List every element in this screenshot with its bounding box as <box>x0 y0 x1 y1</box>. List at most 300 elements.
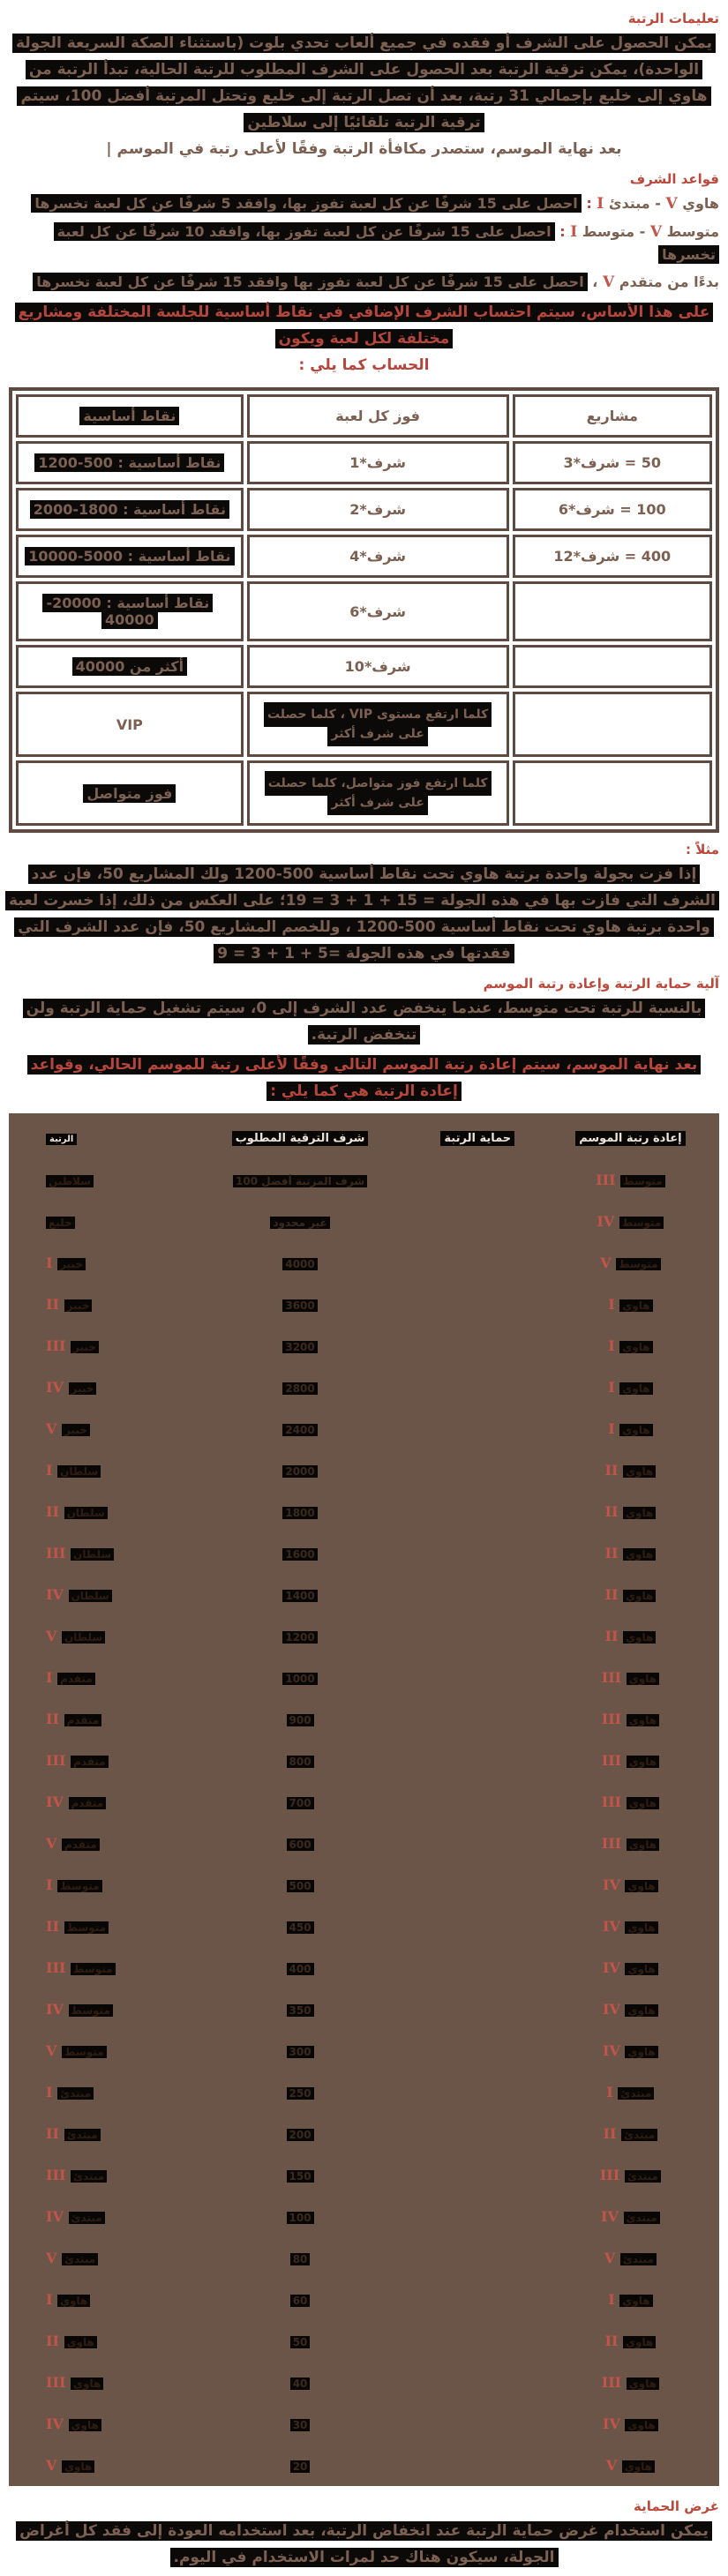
rank-table-body <box>9 1159 719 2486</box>
rank-numeral: II <box>46 2125 59 2142</box>
promotion-honor-value: 2000 <box>282 1465 317 1478</box>
protection-line1-highlight: بالنسبة للرتبة تحت متوسط، عندما ينخفض عدد الشرف إلى 0، سيتم تشغيل حماية الرتبة ولن تنخفض الرتبة. <box>23 999 706 1045</box>
header-rank <box>9 1128 186 1145</box>
rule-body: احصل على 15 شرفًا عن كل لعبة تفوز بها وافقد 15 شرفًا عن كل لعبة تخسرها <box>33 273 587 291</box>
reset-rank-numeral: II <box>604 2333 619 2349</box>
rule-range-numeral: V <box>602 273 615 291</box>
cell-win-per-game <box>247 488 509 531</box>
promotion-honor-value: 300 <box>287 2046 314 2058</box>
rule-body: احصل على 15 شرفًا عن كل لعبة تفوز بها، وافقد 5 شرفًا عن كل لعبة تخسرها <box>31 194 581 213</box>
reset-rank-numeral: IV <box>602 1918 620 1935</box>
table-row <box>9 2320 719 2362</box>
reset-rank-numeral: IV <box>601 2208 619 2225</box>
promotion-honor-value: 20 <box>290 2460 311 2473</box>
cell-rank <box>9 2042 186 2059</box>
promotion-honor-value: 60 <box>290 2295 311 2307</box>
reset-rank-numeral: III <box>599 2167 620 2183</box>
promotion-honor-value: غير محدود <box>270 1217 329 1229</box>
table-row <box>9 2196 719 2237</box>
reset-rank-name: هاوي <box>625 2419 657 2431</box>
rank-name: متقدم <box>69 1797 107 1809</box>
rank-name: مبتدئ <box>69 2212 105 2224</box>
cell-required-promotion-honor <box>186 1503 414 1520</box>
cell-projects <box>513 581 712 641</box>
reset-rank-name: هاوي <box>627 1756 659 1768</box>
cell-rank <box>9 1669 186 1686</box>
reset-rank-name: هاوي <box>623 1548 656 1561</box>
table-row <box>9 1698 719 1740</box>
cell-required-promotion-honor <box>186 1379 414 1396</box>
rank-name: مبتدئ <box>64 2129 101 2141</box>
calculation-basis-highlight: على هذا الأساس، سيتم احتساب الشرف الإضافي في نقاط أساسية للجلسة المختلفة ومشاريع مختلفة لكل لعبة ويكون <box>15 303 714 348</box>
reset-rank-numeral: I <box>608 1379 615 1396</box>
table-row <box>9 1823 719 1864</box>
table-row <box>9 1325 719 1367</box>
rank-numeral: III <box>46 2167 66 2183</box>
section-heading-rank-instructions: تعليمات الرتبة <box>627 11 719 26</box>
base-points-highlight: أكثر من 40000 <box>72 657 187 676</box>
reset-rank-name: هاوي <box>622 2460 655 2473</box>
cell-required-promotion-honor <box>186 1959 414 1976</box>
cell-rank <box>9 2125 186 2142</box>
rank-numeral: III <box>46 1337 66 1354</box>
rank-name: مبتدئ <box>57 2087 94 2100</box>
rule-range-text: هاوي <box>682 195 719 212</box>
rank-name: متقدم <box>57 1673 95 1685</box>
reset-rank-numeral: V <box>604 2250 616 2266</box>
cell-season-rank-reset <box>542 1462 719 1479</box>
reset-rank-name: هاوي <box>627 2378 659 2390</box>
reset-rank-name: مبتدئ <box>624 2212 660 2224</box>
cell-rank <box>9 2415 186 2432</box>
table-row <box>9 1864 719 1906</box>
table-row <box>16 645 712 688</box>
cell-season-rank-reset <box>542 1213 719 1230</box>
promotion-honor-value: 1600 <box>282 1548 317 1561</box>
protection-line1 <box>9 995 719 1048</box>
calculation-basis-paragraph <box>9 299 719 378</box>
promotion-honor-value: 3200 <box>282 1341 317 1353</box>
win-value-highlight: كلما ارتفع فوز متواصل، كلما حصلت على شرف أكثر <box>265 771 492 815</box>
table-row <box>9 1657 719 1698</box>
cell-projects <box>513 760 712 826</box>
honor-rule-item <box>9 192 719 215</box>
table-row <box>16 488 712 531</box>
cell-required-promotion-honor <box>186 1628 414 1644</box>
rule-range-text: - متوسط <box>582 223 646 240</box>
table-row <box>16 760 712 826</box>
table-row <box>9 2237 719 2279</box>
protection-line2 <box>9 1052 719 1105</box>
cell-rank <box>9 2250 186 2266</box>
cell-required-promotion-honor <box>186 2084 414 2100</box>
rank-numeral: I <box>46 1876 53 1893</box>
cell-required-promotion-honor <box>186 2291 414 2308</box>
reset-rank-name: متوسط <box>620 1175 665 1187</box>
section-heading-example: مثلاً : <box>685 842 719 857</box>
promotion-honor-value: 600 <box>287 1838 314 1851</box>
promotion-honor-value: 80 <box>290 2253 311 2265</box>
cell-season-rank-reset <box>542 2250 719 2266</box>
promotion-honor-value: 2800 <box>282 1382 317 1395</box>
intro-paragraph <box>9 30 719 162</box>
rank-name: مبتدئ <box>71 2170 107 2183</box>
rule-range-numeral: V <box>649 223 663 241</box>
rank-name: مبتدئ <box>62 2253 98 2265</box>
reset-rank-name: هاوي <box>625 1880 657 1892</box>
table-row <box>9 2279 719 2320</box>
promotion-honor-value: شرف المرتبة أفضل 100 <box>233 1175 367 1187</box>
cell-season-rank-reset <box>542 1379 719 1396</box>
reset-rank-name: هاوي <box>625 1921 657 1934</box>
cell-rank <box>9 1379 186 1396</box>
win-value: شرف*4 <box>349 548 407 565</box>
rank-name: هاوي <box>62 2460 94 2473</box>
reset-rank-numeral: V <box>600 1254 612 1271</box>
reset-rank-numeral: III <box>601 1711 622 1727</box>
reset-rank-name: مبتدئ <box>620 2253 657 2265</box>
cell-rank <box>9 1254 186 1271</box>
base-points-highlight: نقاط أساسية : 5000-10000 <box>25 547 234 565</box>
header-rank-label: الرتبة <box>46 1134 77 1145</box>
rank-numeral: I <box>46 1462 53 1479</box>
promotion-honor-value: 2400 <box>282 1424 317 1436</box>
section-heading-protection-mechanism: آلية حماية الرتبة وإعادة رتبة الموسم <box>483 976 719 992</box>
reset-rank-name: هاوي <box>619 2295 652 2307</box>
rank-name: سلطان <box>62 1631 105 1644</box>
rule-range-numeral: I <box>597 195 604 213</box>
cell-required-promotion-honor <box>186 1337 414 1354</box>
cell-required-promotion-honor <box>186 2374 414 2391</box>
cell-rank <box>9 1752 186 1769</box>
cell-season-rank-reset <box>542 1628 719 1644</box>
table-row <box>9 1408 719 1449</box>
cell-base-points <box>16 760 244 826</box>
cell-required-promotion-honor <box>186 1876 414 1893</box>
cell-projects <box>513 692 712 757</box>
table-row <box>9 1284 719 1325</box>
table-row <box>16 581 712 641</box>
rank-numeral: V <box>46 2042 57 2059</box>
rank-numeral: II <box>46 1711 59 1727</box>
cell-win-per-game <box>247 441 509 484</box>
reset-rank-name: هاوي <box>625 2004 657 2017</box>
cell-season-rank-reset <box>542 2333 719 2349</box>
cell-season-rank-reset <box>542 1586 719 1603</box>
rank-reset-table <box>9 1113 719 2486</box>
rank-numeral: I <box>46 2291 53 2308</box>
win-value: شرف*6 <box>349 603 407 620</box>
reset-rank-numeral: III <box>601 1669 622 1686</box>
reset-rank-name: هاوي <box>627 1673 659 1685</box>
reset-rank-name: هاوي <box>627 1797 659 1809</box>
rank-name: خبير <box>57 1258 86 1270</box>
projects-value: 400 = شرف*12 <box>553 548 672 565</box>
cell-required-promotion-honor <box>186 1420 414 1437</box>
cell-win-per-game <box>247 760 509 826</box>
reset-rank-name: مبتدئ <box>621 2129 657 2141</box>
cell-required-promotion-honor <box>186 1918 414 1935</box>
rank-numeral: II <box>46 1503 59 1520</box>
cell-projects <box>513 441 712 484</box>
cell-season-rank-reset <box>542 1959 719 1976</box>
cell-required-promotion-honor <box>186 1172 414 1188</box>
cell-season-rank-reset <box>542 1545 719 1561</box>
cell-base-points <box>16 535 244 578</box>
reset-rank-numeral: III <box>601 1752 622 1769</box>
intro-paragraph-highlight: يمكن الحصول على الشرف أو فقده في جميع ألعاب تحدي بلوت (باستثناء الصكة السريعة الجولة الواحدة)، يمكن ترقية الرتبة بعد الحصول على الشرف المطلوب للرتبة الحالية، تبدأ الرتبة من هاوي إلى خليع بإجمالي 31 رتبة، بعد أن تصل الرتبة إلى خليع وتحتل المرتبة أفضل 100، سيتم ترقية الرتبة تلقائيًا إلى سلاطين <box>12 34 716 132</box>
rank-name: خبير <box>64 1299 93 1312</box>
cell-season-rank-reset <box>542 1420 719 1437</box>
cell-season-rank-reset <box>542 2291 719 2308</box>
promotion-honor-value: 350 <box>287 2004 314 2017</box>
cell-rank <box>9 1337 186 1354</box>
cell-season-rank-reset <box>542 2167 719 2183</box>
cell-season-rank-reset <box>542 2208 719 2225</box>
calculation-basis-tail: الحساب كما يلي : <box>298 356 430 374</box>
rank-name: هاوي <box>71 2378 103 2390</box>
table-row <box>16 441 712 484</box>
cell-season-rank-reset <box>542 2457 719 2474</box>
rule-colon: : <box>559 223 566 240</box>
table-row <box>9 2154 719 2196</box>
cell-rank <box>9 1462 186 1479</box>
rank-numeral: V <box>46 1420 57 1437</box>
section-heading-protection-item: غرض الحماية <box>634 2498 719 2514</box>
table-row <box>9 1532 719 1574</box>
header-rank-protection-label: حماية الرتبة <box>440 1131 514 1146</box>
footer-paragraph <box>9 2518 719 2571</box>
rank-numeral: V <box>46 1628 57 1644</box>
reset-rank-name: هاوي <box>623 2336 656 2348</box>
promotion-honor-value: 1000 <box>282 1673 317 1685</box>
rank-numeral: V <box>46 1835 57 1852</box>
reset-rank-name: هاوي <box>619 1341 652 1353</box>
table-row <box>9 2362 719 2403</box>
reset-rank-numeral: III <box>601 1793 622 1810</box>
honor-calculation-table <box>9 387 719 833</box>
rank-name: متقدم <box>64 1714 102 1726</box>
cell-rank <box>9 2291 186 2308</box>
cell-rank <box>9 1793 186 1810</box>
promotion-honor-value: 1400 <box>282 1590 317 1602</box>
reset-rank-name: متوسط <box>616 1258 661 1270</box>
reset-rank-name: مبتدئ <box>625 2170 661 2183</box>
cell-base-points <box>16 645 244 688</box>
table-row <box>16 692 712 757</box>
cell-season-rank-reset <box>542 2001 719 2018</box>
cell-required-promotion-honor <box>186 2042 414 2059</box>
header-required-promotion-honor <box>186 1128 414 1145</box>
table-row <box>9 1491 719 1532</box>
cell-required-promotion-honor <box>186 2208 414 2225</box>
rank-numeral: IV <box>46 2001 64 2018</box>
table-row <box>9 1906 719 1947</box>
cell-season-rank-reset <box>542 1835 719 1852</box>
cell-season-rank-reset <box>542 1793 719 1810</box>
rank-name: متوسط <box>71 1963 116 1975</box>
reset-rank-numeral: I <box>608 1337 615 1354</box>
rank-name: متوسط <box>64 1921 109 1934</box>
reset-rank-numeral: IV <box>602 2042 620 2059</box>
rank-name: خبير <box>62 1424 90 1436</box>
rank-name: خليع <box>46 1217 75 1229</box>
reset-rank-numeral: II <box>604 1545 619 1561</box>
win-value: شرف*2 <box>349 501 407 518</box>
rank-table-header-row <box>9 1113 719 1159</box>
cell-rank <box>9 1503 186 1520</box>
reset-rank-name: هاوي <box>623 1507 656 1519</box>
cell-rank <box>9 2084 186 2100</box>
rank-name: هاوي <box>64 2336 97 2348</box>
reset-rank-numeral: IV <box>602 1876 620 1893</box>
cell-required-promotion-honor <box>186 2333 414 2349</box>
cell-season-rank-reset <box>542 2084 719 2100</box>
reset-rank-name: هاوي <box>619 1299 652 1312</box>
honor-table-body <box>16 441 712 826</box>
promotion-honor-value: 100 <box>287 2212 314 2224</box>
rank-name: خبير <box>69 1382 97 1395</box>
cell-rank <box>9 1918 186 1935</box>
table-row <box>9 1781 719 1823</box>
reset-rank-name: هاوي <box>623 1590 656 1602</box>
projects-value: 100 = شرف*6 <box>558 501 666 518</box>
cell-required-promotion-honor <box>186 1254 414 1271</box>
rank-numeral: V <box>46 2457 57 2474</box>
honor-rules-list <box>9 192 719 294</box>
cell-win-per-game <box>247 692 509 757</box>
reset-rank-numeral: II <box>604 1586 619 1603</box>
rank-numeral: III <box>46 1752 66 1769</box>
rank-numeral: III <box>46 1545 66 1561</box>
rank-numeral: I <box>46 1669 53 1686</box>
table-row <box>9 1367 719 1408</box>
cell-projects <box>513 488 712 531</box>
rank-numeral: IV <box>46 1379 64 1396</box>
cell-required-promotion-honor <box>186 1586 414 1603</box>
protection-line2-highlight: بعد نهاية الموسم، سيتم إعادة رتبة الموسم التالي وفقًا لأعلى رتبة للموسم الحالي، وقواعد إعادة الرتبة هي كما يلي : <box>27 1055 702 1101</box>
reset-rank-name: مبتدئ <box>618 2087 654 2100</box>
rule-colon: : <box>586 195 592 212</box>
cell-rank <box>9 1628 186 1644</box>
rank-name: سلطان <box>64 1507 108 1519</box>
rank-numeral: IV <box>46 2208 64 2225</box>
reset-rank-name: هاوي <box>627 1838 659 1851</box>
cell-season-rank-reset <box>542 2042 719 2059</box>
rank-numeral: I <box>46 2084 53 2100</box>
table-row <box>16 535 712 578</box>
cell-season-rank-reset <box>542 1918 719 1935</box>
reset-rank-numeral: IV <box>602 2415 620 2432</box>
cell-required-promotion-honor <box>186 2250 414 2266</box>
cell-season-rank-reset <box>542 2415 719 2432</box>
example-paragraph-highlight: إذا فزت بجولة واحدة برتبة هاوي تحت نقاط أساسية 500-1200 ولك المشاريع 50، فإن عدد الشرف التي فازت بها في هذه الجولة = 15 + 1 + 3 = 19؛ على العكس من ذلك، إذا خسرت لعبة واحدة برتبة هاوي تحت نقاط أساسية 500-1200 ، وللخصم المشاريع 50، فإن عدد الشرف التي فقدتها في هذه الجولة =5 + 1 + 3 = 9 <box>5 865 719 963</box>
cell-rank <box>9 2001 186 2018</box>
promotion-honor-value: 3600 <box>282 1299 317 1312</box>
table-row <box>9 2113 719 2154</box>
honor-rule-item <box>9 271 719 294</box>
reset-rank-numeral: IV <box>597 1213 615 1230</box>
cell-win-per-game <box>247 581 509 641</box>
cell-rank <box>9 1172 186 1188</box>
cell-required-promotion-honor <box>186 1752 414 1769</box>
header-season-rank-reset-label: إعادة رتبة الموسم <box>575 1131 685 1146</box>
cell-rank <box>9 2208 186 2225</box>
cell-required-promotion-honor <box>186 1711 414 1727</box>
cell-win-per-game <box>247 535 509 578</box>
cell-required-promotion-honor <box>186 1462 414 1479</box>
base-points-plain: VIP <box>116 715 143 733</box>
promotion-honor-value: 400 <box>287 1963 314 1975</box>
rank-name: متقدم <box>62 1838 100 1851</box>
header-required-promotion-honor-label: شرف الترقية المطلوب <box>232 1131 369 1146</box>
honor-table-header-row <box>16 394 712 438</box>
rank-name: خبير <box>71 1341 99 1353</box>
cell-season-rank-reset <box>542 2374 719 2391</box>
rank-numeral: II <box>46 1296 59 1313</box>
reset-rank-numeral: III <box>601 1835 622 1852</box>
rank-numeral: IV <box>46 1586 64 1603</box>
header-rank-protection <box>414 1128 542 1145</box>
rule-range-numeral: I <box>570 223 578 241</box>
projects-value: 50 = شرف*3 <box>563 454 662 471</box>
cell-required-promotion-honor <box>186 2167 414 2183</box>
cell-season-rank-reset <box>542 1503 719 1520</box>
reset-rank-numeral: IV <box>602 1959 620 1976</box>
cell-rank <box>9 1545 186 1561</box>
cell-rank <box>9 1586 186 1603</box>
table-row <box>9 1947 719 1988</box>
table-row <box>9 2445 719 2486</box>
cell-season-rank-reset <box>542 1669 719 1686</box>
rank-numeral: III <box>46 1959 66 1976</box>
rule-range-text: - مبتدئ <box>608 195 661 212</box>
reset-rank-numeral: I <box>608 2291 615 2308</box>
reset-rank-name: هاوي <box>623 1631 656 1644</box>
cell-rank <box>9 1876 186 1893</box>
rule-body: احصل على 15 شرفًا عن كل لعبة تفوز بها، وافقد 10 شرفًا عن كل لعبة تخسرها <box>54 222 719 264</box>
cell-rank <box>9 2457 186 2474</box>
cell-base-points <box>16 581 244 641</box>
cell-projects <box>513 645 712 688</box>
promotion-honor-value: 150 <box>287 2170 314 2183</box>
cell-season-rank-reset <box>542 1752 719 1769</box>
cell-rank <box>9 1711 186 1727</box>
rank-name: سلطان <box>57 1465 101 1478</box>
promotion-honor-value: 4000 <box>282 1258 317 1270</box>
reset-rank-name: هاوي <box>623 1465 656 1478</box>
reset-rank-numeral: III <box>596 1172 616 1188</box>
table-row <box>9 1201 719 1242</box>
promotion-honor-value: 450 <box>287 1921 314 1934</box>
promotion-honor-value: 700 <box>287 1797 314 1809</box>
cell-required-promotion-honor <box>186 2125 414 2142</box>
rank-numeral: I <box>46 1254 53 1271</box>
rank-numeral: II <box>46 2333 59 2349</box>
cell-rank <box>9 1959 186 1976</box>
table-row <box>9 1159 719 1201</box>
rank-numeral: III <box>46 2374 66 2391</box>
promotion-honor-value: 800 <box>287 1756 314 1768</box>
cell-season-rank-reset <box>542 1876 719 1893</box>
cell-season-rank-reset <box>542 1296 719 1313</box>
promotion-honor-value: 500 <box>287 1880 314 1892</box>
reset-rank-numeral: II <box>603 2125 617 2142</box>
cell-required-promotion-honor <box>186 2457 414 2474</box>
cell-rank <box>9 1213 186 1230</box>
reset-rank-numeral: II <box>604 1503 619 1520</box>
table-row <box>9 1242 719 1284</box>
